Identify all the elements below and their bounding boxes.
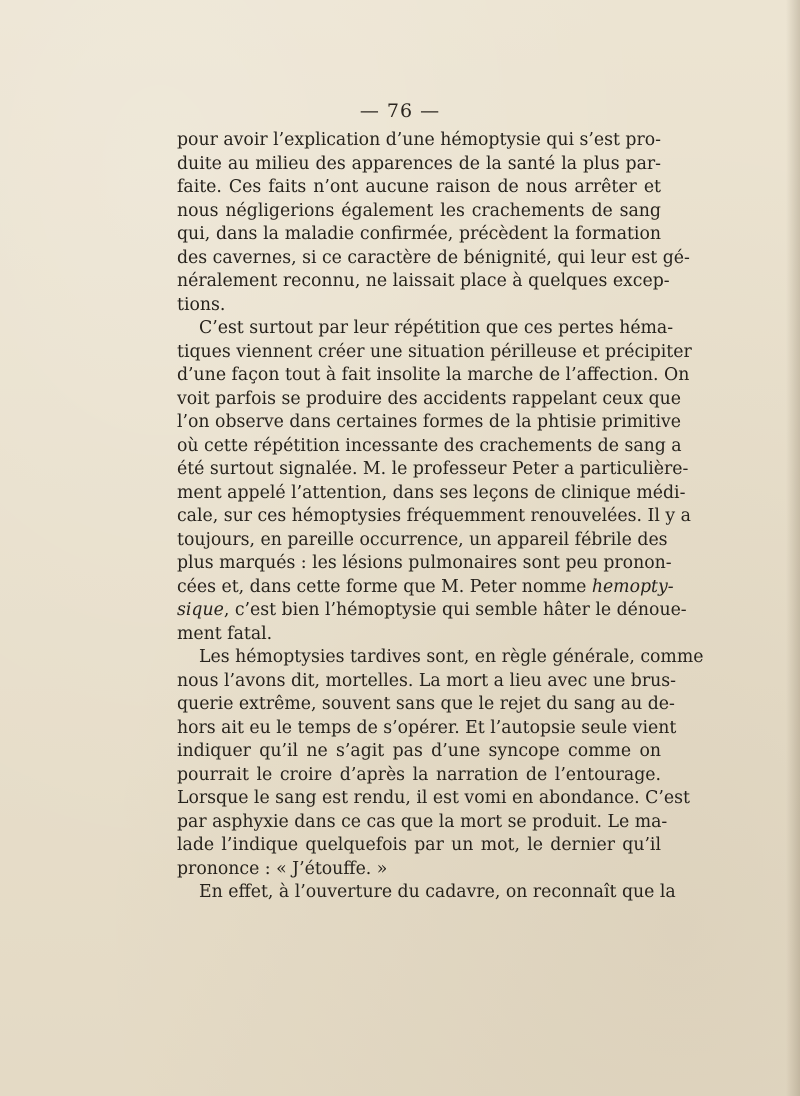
text-line: nous négligerions également les crachements de sang [177, 200, 661, 221]
text-line: d’une façon tout à fait insolite la marche de l’affection. On [177, 365, 690, 385]
text-segment: cées et, dans cette forme que M. Peter nomme [177, 576, 592, 597]
text-line: pourrait le croire d’après la narration de l’entourage. [177, 764, 661, 785]
text-line: hors ait eu le temps de s’opérer. Et l’autopsie seule vient [177, 717, 677, 738]
text-line: qui, dans la maladie confirmée, précèdent la formation [177, 224, 661, 244]
text-line: indiquer qu’il ne s’agit pas d’une syncope comme on [177, 741, 661, 761]
text-line-with-italic [177, 576, 674, 600]
page-edge-shadow [786, 0, 800, 1096]
text-line-with-italic [177, 599, 687, 623]
text-line: pour avoir l’explication d’une hémoptysie qui s’est pro- [177, 130, 661, 150]
text-line: faite. Ces faits n’ont aucune raison de nous arrêter et [177, 177, 661, 197]
text-line: par asphyxie dans ce cas que la mort se produit. Le ma- [177, 811, 668, 832]
text-line: tions. [177, 294, 226, 315]
text-line: ment appelé l’attention, dans ses leçons de clinique médi- [177, 482, 686, 503]
text-line: tiques viennent créer une situation périlleuse et précipiter [177, 341, 692, 362]
italic-term: hemopty- [591, 576, 674, 597]
text-line: lade l’indique quelquefois par un mot, le dernier qu’il [177, 835, 661, 855]
body-text [177, 129, 704, 905]
text-line: l’on observe dans certaines formes de la phtisie primitive [177, 412, 682, 432]
text-line: cale, sur ces hémoptysies fréquemment renouvelées. Il y a [177, 506, 691, 526]
text-line: Les hémoptysies tardives sont, en règle générale, comme [199, 647, 704, 667]
text-line: des cavernes, si ce caractère de bénignité, qui leur est gé- [177, 247, 690, 268]
text-line: où cette répétition incessante des crachements de sang a [177, 435, 682, 456]
text-line: voit parfois se produire des accidents rappelant ceux que [177, 388, 682, 409]
text-line: C’est surtout par leur répétition que ces pertes héma- [199, 318, 674, 338]
text-line: été surtout signalée. M. le professeur Peter a particulière- [177, 459, 689, 479]
text-line: toujours, en pareille occurrence, un appareil fébrile des [177, 529, 668, 550]
text-line: plus marqués : les lésions pulmonaires sont peu pronon- [177, 553, 672, 573]
text-line: ment fatal. [177, 623, 273, 644]
text-line: duite au milieu des apparences de la santé la plus par- [177, 153, 661, 174]
text-line: En effet, à l’ouverture du cadavre, on reconnaît que la [199, 882, 676, 902]
italic-term: sique [177, 600, 224, 620]
text-segment: , c’est bien l’hémoptysie qui semble hâter le dénoue- [223, 600, 687, 620]
page-number: — 76 — [359, 100, 441, 122]
text-line: néralement reconnu, ne laissait place à quelques excep- [177, 271, 670, 291]
text-line: nous l’avons dit, mortelles. La mort a lieu avec une brus- [177, 670, 676, 691]
text-line: querie extrême, souvent sans que le rejet du sang au de- [177, 694, 675, 714]
text-line: prononce : « J’étouffe. » [177, 858, 388, 879]
text-line: Lorsque le sang est rendu, il est vomi en abondance. C’est [177, 788, 690, 808]
